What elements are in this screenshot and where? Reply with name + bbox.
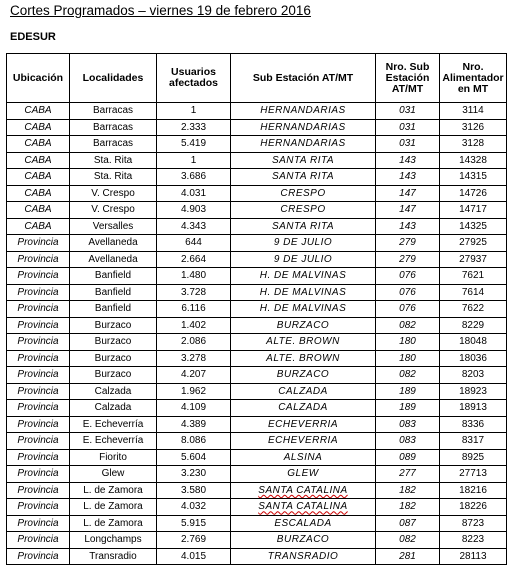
cell-nro-alimentador: 8925 [440, 449, 507, 466]
cell-ubicacion: CABA [7, 202, 70, 219]
cell-ubicacion: Provincia [7, 383, 70, 400]
cell-sub-estacion: ALTE. BROWN [231, 334, 376, 351]
cell-nro-alimentador: 8223 [440, 532, 507, 549]
cell-localidad: Banfield [70, 268, 157, 285]
table-row [7, 482, 507, 499]
cell-nro-alimentador: 27713 [440, 466, 507, 483]
cell-localidad: Glew [70, 466, 157, 483]
table-body [7, 103, 507, 565]
cell-sub-estacion: ESCALADA [231, 515, 376, 532]
cell-sub-estacion: CRESPO [231, 202, 376, 219]
cell-nro-alimentador: 18913 [440, 400, 507, 417]
cell-ubicacion: Provincia [7, 301, 70, 318]
cell-nro-sub-estacion: 031 [376, 119, 440, 136]
cell-ubicacion: Provincia [7, 251, 70, 268]
cell-usuarios: 1.480 [157, 268, 231, 285]
cell-sub-estacion: GLEW [231, 466, 376, 483]
table-row [7, 466, 507, 483]
cell-usuarios: 1.962 [157, 383, 231, 400]
cell-sub-estacion: 9 DE JULIO [231, 251, 376, 268]
cell-localidad: E. Echeverría [70, 416, 157, 433]
table-row [7, 499, 507, 516]
cell-localidad: Transradio [70, 548, 157, 565]
cell-localidad: Avellaneda [70, 251, 157, 268]
cell-localidad: Burzaco [70, 350, 157, 367]
cell-localidad: Burzaco [70, 317, 157, 334]
cell-localidad: V. Crespo [70, 202, 157, 219]
cell-nro-alimentador: 3126 [440, 119, 507, 136]
cell-usuarios: 4.031 [157, 185, 231, 202]
cell-nro-alimentador: 8723 [440, 515, 507, 532]
cell-nro-sub-estacion: 076 [376, 284, 440, 301]
cell-nro-sub-estacion: 031 [376, 103, 440, 120]
cell-sub-estacion: ECHEVERRIA [231, 433, 376, 450]
cell-ubicacion: Provincia [7, 433, 70, 450]
cell-nro-alimentador: 28113 [440, 548, 507, 565]
cell-sub-estacion: CALZADA [231, 383, 376, 400]
cell-nro-sub-estacion: 082 [376, 317, 440, 334]
table-row [7, 515, 507, 532]
cell-nro-sub-estacion: 147 [376, 202, 440, 219]
cell-nro-sub-estacion: 182 [376, 499, 440, 516]
cell-sub-estacion: SANTA RITA [231, 169, 376, 186]
table-row [7, 301, 507, 318]
cell-ubicacion: CABA [7, 152, 70, 169]
cell-nro-alimentador: 14328 [440, 152, 507, 169]
cell-ubicacion: CABA [7, 119, 70, 136]
cell-nro-alimentador: 27937 [440, 251, 507, 268]
outage-table [6, 53, 507, 565]
cell-nro-sub-estacion: 087 [376, 515, 440, 532]
table-row [7, 251, 507, 268]
table-row [7, 367, 507, 384]
table-row [7, 433, 507, 450]
cell-nro-alimentador: 7622 [440, 301, 507, 318]
cell-usuarios: 4.109 [157, 400, 231, 417]
table-row [7, 103, 507, 120]
cell-nro-alimentador: 3128 [440, 136, 507, 153]
cell-ubicacion: Provincia [7, 548, 70, 565]
cell-sub-estacion: SANTA CATALINA [231, 482, 376, 499]
header-usuarios: Usuarios afectados [157, 54, 231, 103]
cell-localidad: Barracas [70, 136, 157, 153]
table-row [7, 169, 507, 186]
cell-usuarios: 4.015 [157, 548, 231, 565]
cell-usuarios: 3.580 [157, 482, 231, 499]
cell-usuarios: 2.664 [157, 251, 231, 268]
cell-nro-sub-estacion: 143 [376, 218, 440, 235]
cell-nro-sub-estacion: 279 [376, 251, 440, 268]
cell-usuarios: 4.389 [157, 416, 231, 433]
table-row [7, 185, 507, 202]
cell-nro-sub-estacion: 182 [376, 482, 440, 499]
cell-sub-estacion: BURZACO [231, 532, 376, 549]
cell-sub-estacion: HERNANDARIAS [231, 119, 376, 136]
table-row [7, 449, 507, 466]
cell-localidad: E. Echeverría [70, 433, 157, 450]
cell-localidad: L. de Zamora [70, 482, 157, 499]
cell-localidad: Banfield [70, 284, 157, 301]
cell-usuarios: 3.728 [157, 284, 231, 301]
cell-sub-estacion: H. DE MALVINAS [231, 301, 376, 318]
cell-localidad: Fiorito [70, 449, 157, 466]
cell-ubicacion: Provincia [7, 268, 70, 285]
cell-usuarios: 4.207 [157, 367, 231, 384]
cell-localidad: Calzada [70, 383, 157, 400]
cell-usuarios: 1 [157, 103, 231, 120]
cell-usuarios: 5.915 [157, 515, 231, 532]
header-sub-estacion: Sub Estación AT/MT [231, 54, 376, 103]
table-row [7, 119, 507, 136]
cell-nro-alimentador: 14325 [440, 218, 507, 235]
cell-usuarios: 4.032 [157, 499, 231, 516]
cell-sub-estacion: CRESPO [231, 185, 376, 202]
cell-nro-sub-estacion: 082 [376, 367, 440, 384]
cell-usuarios: 2.333 [157, 119, 231, 136]
cell-nro-sub-estacion: 031 [376, 136, 440, 153]
cell-localidad: Banfield [70, 301, 157, 318]
cell-sub-estacion: ECHEVERRIA [231, 416, 376, 433]
cell-localidad: Burzaco [70, 367, 157, 384]
cell-ubicacion: Provincia [7, 367, 70, 384]
table-row [7, 400, 507, 417]
cell-ubicacion: Provincia [7, 350, 70, 367]
cell-usuarios: 4.343 [157, 218, 231, 235]
cell-localidad: Calzada [70, 400, 157, 417]
cell-ubicacion: CABA [7, 136, 70, 153]
cell-nro-sub-estacion: 147 [376, 185, 440, 202]
header-localidades: Localidades [70, 54, 157, 103]
cell-usuarios: 6.116 [157, 301, 231, 318]
cell-ubicacion: CABA [7, 103, 70, 120]
cell-nro-sub-estacion: 143 [376, 169, 440, 186]
cell-nro-sub-estacion: 279 [376, 235, 440, 252]
cell-nro-alimentador: 8317 [440, 433, 507, 450]
cell-nro-alimentador: 18036 [440, 350, 507, 367]
cell-usuarios: 2.086 [157, 334, 231, 351]
cell-ubicacion: Provincia [7, 334, 70, 351]
header-row [7, 54, 507, 103]
cell-nro-sub-estacion: 180 [376, 350, 440, 367]
cell-nro-sub-estacion: 189 [376, 400, 440, 417]
cell-sub-estacion: SANTA CATALINA [231, 499, 376, 516]
table-row [7, 152, 507, 169]
cell-nro-alimentador: 14726 [440, 185, 507, 202]
table-row [7, 235, 507, 252]
cell-usuarios: 4.903 [157, 202, 231, 219]
cell-localidad: Avellaneda [70, 235, 157, 252]
cell-sub-estacion: ALSINA [231, 449, 376, 466]
cell-ubicacion: Provincia [7, 235, 70, 252]
cell-nro-sub-estacion: 089 [376, 449, 440, 466]
cell-usuarios: 5.419 [157, 136, 231, 153]
table-row [7, 350, 507, 367]
cell-usuarios: 644 [157, 235, 231, 252]
cell-ubicacion: Provincia [7, 317, 70, 334]
cell-nro-sub-estacion: 277 [376, 466, 440, 483]
cell-sub-estacion: BURZACO [231, 317, 376, 334]
cell-nro-alimentador: 14315 [440, 169, 507, 186]
cell-sub-estacion: CALZADA [231, 400, 376, 417]
table-row [7, 202, 507, 219]
cell-nro-alimentador: 8336 [440, 416, 507, 433]
cell-usuarios: 2.769 [157, 532, 231, 549]
cell-localidad: L. de Zamora [70, 515, 157, 532]
cell-ubicacion: Provincia [7, 449, 70, 466]
cell-nro-sub-estacion: 281 [376, 548, 440, 565]
cell-localidad: Barracas [70, 103, 157, 120]
cell-nro-alimentador: 8229 [440, 317, 507, 334]
cell-localidad: Sta. Rita [70, 169, 157, 186]
table-row [7, 317, 507, 334]
cell-nro-alimentador: 7621 [440, 268, 507, 285]
cell-nro-alimentador: 18923 [440, 383, 507, 400]
header-nro-alimentador: Nro. Alimentador en MT [440, 54, 507, 103]
cell-nro-sub-estacion: 189 [376, 383, 440, 400]
table-row [7, 416, 507, 433]
table-row [7, 532, 507, 549]
cell-nro-alimentador: 18048 [440, 334, 507, 351]
cell-ubicacion: Provincia [7, 416, 70, 433]
cell-sub-estacion: BURZACO [231, 367, 376, 384]
cell-ubicacion: CABA [7, 218, 70, 235]
table-row [7, 218, 507, 235]
cell-usuarios: 1 [157, 152, 231, 169]
cell-sub-estacion: 9 DE JULIO [231, 235, 376, 252]
cell-usuarios: 5.604 [157, 449, 231, 466]
cell-nro-alimentador: 8203 [440, 367, 507, 384]
cell-ubicacion: Provincia [7, 499, 70, 516]
cell-nro-sub-estacion: 083 [376, 416, 440, 433]
cell-nro-sub-estacion: 076 [376, 268, 440, 285]
cell-usuarios: 3.686 [157, 169, 231, 186]
cell-nro-sub-estacion: 083 [376, 433, 440, 450]
cell-sub-estacion: SANTA RITA [231, 218, 376, 235]
cell-ubicacion: CABA [7, 169, 70, 186]
cell-localidad: L. de Zamora [70, 499, 157, 516]
cell-nro-sub-estacion: 082 [376, 532, 440, 549]
page-title: Cortes Programados – viernes 19 de febrero 2016 [10, 3, 311, 18]
table-row [7, 334, 507, 351]
cell-sub-estacion: H. DE MALVINAS [231, 268, 376, 285]
cell-localidad: Versalles [70, 218, 157, 235]
cell-usuarios: 1.402 [157, 317, 231, 334]
table-row [7, 284, 507, 301]
cell-localidad: Barracas [70, 119, 157, 136]
cell-nro-alimentador: 27925 [440, 235, 507, 252]
cell-sub-estacion: HERNANDARIAS [231, 103, 376, 120]
cell-nro-alimentador: 7614 [440, 284, 507, 301]
cell-ubicacion: Provincia [7, 532, 70, 549]
cell-sub-estacion: H. DE MALVINAS [231, 284, 376, 301]
cell-nro-sub-estacion: 076 [376, 301, 440, 318]
cell-nro-alimentador: 18216 [440, 482, 507, 499]
cell-localidad: Longchamps [70, 532, 157, 549]
cell-nro-alimentador: 14717 [440, 202, 507, 219]
cell-nro-alimentador: 3114 [440, 103, 507, 120]
cell-sub-estacion: ALTE. BROWN [231, 350, 376, 367]
cell-localidad: V. Crespo [70, 185, 157, 202]
cell-nro-sub-estacion: 180 [376, 334, 440, 351]
cell-ubicacion: Provincia [7, 466, 70, 483]
cell-ubicacion: Provincia [7, 284, 70, 301]
cell-nro-alimentador: 18226 [440, 499, 507, 516]
company-name: EDESUR [10, 31, 56, 43]
header-ubicacion: Ubicación [7, 54, 70, 103]
cell-sub-estacion: SANTA RITA [231, 152, 376, 169]
cell-sub-estacion: HERNANDARIAS [231, 136, 376, 153]
table-row [7, 136, 507, 153]
table-row [7, 548, 507, 565]
cell-sub-estacion: TRANSRADIO [231, 548, 376, 565]
cell-usuarios: 3.278 [157, 350, 231, 367]
cell-localidad: Burzaco [70, 334, 157, 351]
cell-localidad: Sta. Rita [70, 152, 157, 169]
table-header [7, 54, 507, 103]
cell-ubicacion: Provincia [7, 515, 70, 532]
cell-ubicacion: Provincia [7, 400, 70, 417]
cell-nro-sub-estacion: 143 [376, 152, 440, 169]
table-row [7, 383, 507, 400]
cell-ubicacion: CABA [7, 185, 70, 202]
header-nro-sub-estacion: Nro. Sub Estación AT/MT [376, 54, 440, 103]
table-row [7, 268, 507, 285]
cell-usuarios: 3.230 [157, 466, 231, 483]
cell-ubicacion: Provincia [7, 482, 70, 499]
cell-usuarios: 8.086 [157, 433, 231, 450]
